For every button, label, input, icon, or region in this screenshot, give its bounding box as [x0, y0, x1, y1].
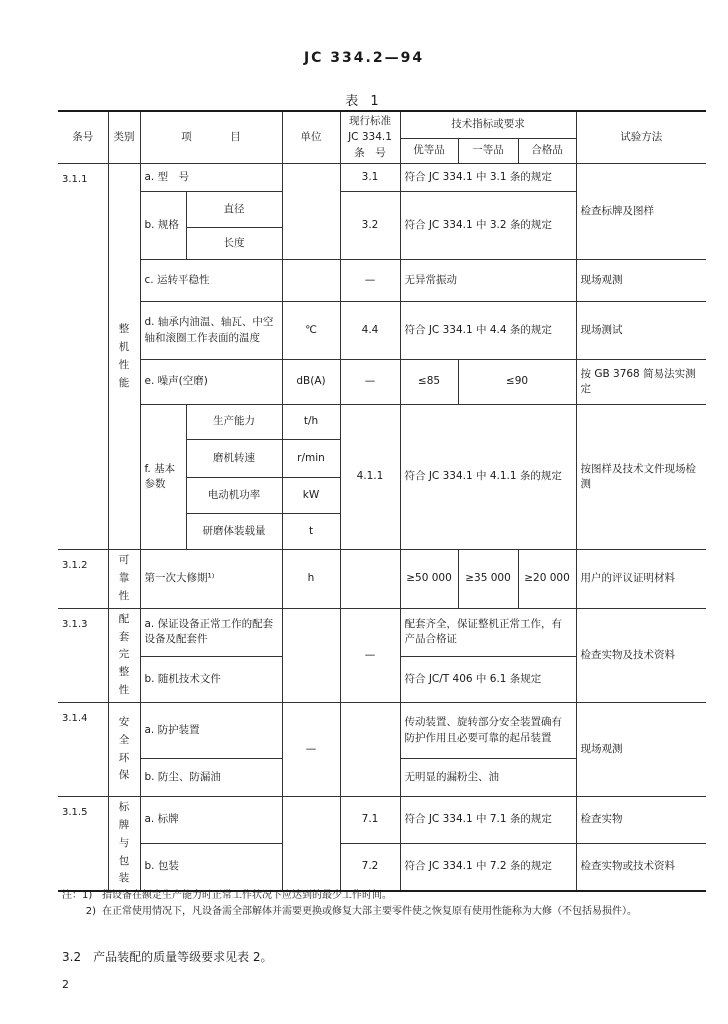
unit-cell: dB(A): [282, 360, 340, 405]
requirement-cell: 无异常振动: [400, 260, 576, 302]
category-cell: [108, 550, 140, 609]
subitem-cell: 长度: [186, 228, 282, 260]
standard-cell: 7.2: [340, 844, 400, 891]
subitem-cell: 磨机转速: [186, 440, 282, 478]
category-cell: [108, 608, 140, 702]
table-row: [58, 608, 706, 656]
subitem-cell: 直径: [186, 192, 282, 228]
unit-cell: t: [282, 514, 340, 550]
header-grade-excellent: 优等品: [400, 138, 458, 163]
method-cell: 按 GB 3768 简易法实测定: [576, 360, 706, 405]
header-standard-line3: 条 号: [354, 146, 386, 159]
clause-number: 3.1.5: [58, 797, 108, 892]
header-category: 类别: [108, 111, 140, 164]
note-2: [62, 904, 712, 920]
item-cell: c. 运转平稳性: [140, 260, 282, 302]
header-standard-line1: 现行标准: [349, 115, 391, 127]
table-notes: [62, 888, 712, 920]
clause-number: 3.1.4: [58, 703, 108, 797]
method-cell: 现场测试: [576, 302, 706, 360]
requirement-cell: 符合 JC 334.1 中 4.1.1 条的规定: [400, 405, 576, 550]
page-number: 2: [62, 978, 69, 991]
unit-cell: t/h: [282, 405, 340, 440]
requirement-other: ≤90: [458, 360, 576, 405]
item-cell: f. 基本参数: [140, 405, 186, 550]
item-cell: b. 防尘、防漏油: [140, 759, 282, 797]
note-1-text: 指设备在额定生产能力时正常工作状况下应达到的最少工作时间。: [102, 890, 392, 901]
table-row: [58, 844, 706, 891]
subitem-cell: 电动机功率: [186, 478, 282, 514]
requirement-qualified: ≥20 000: [518, 550, 576, 609]
method-cell: 现场观测: [576, 260, 706, 302]
requirement-cell: 配套齐全，保证整机正常工作，有产品合格证: [400, 608, 576, 656]
unit-cell: h: [282, 550, 340, 609]
spec-table: [58, 110, 706, 892]
table-row: [58, 360, 706, 405]
category-label: 可靠性: [118, 554, 130, 602]
table-header-row: [58, 111, 706, 138]
table-row: [58, 164, 706, 192]
clause-3-2: 3.2 产品装配的质量等级要求见表 2。: [62, 950, 273, 964]
standard-cell: 4.1.1: [340, 405, 400, 550]
category-cell: [108, 164, 140, 550]
subitem-cell: 生产能力: [186, 405, 282, 440]
header-unit: 单位: [282, 111, 340, 164]
item-cell: a. 保证设备正常工作的配套设备及配套件: [140, 608, 282, 656]
method-cell: 检查实物: [576, 797, 706, 844]
table-row: [58, 550, 706, 609]
category-label: 安全环保: [118, 715, 130, 782]
item-cell: e. 噪声(空磨): [140, 360, 282, 405]
unit-cell: [282, 164, 340, 260]
standard-cell: 3.1: [340, 164, 400, 192]
standard-cell: —: [340, 360, 400, 405]
table-row: [58, 302, 706, 360]
header-grade-first: 一等品: [458, 138, 518, 163]
standard-cell: 7.1: [340, 797, 400, 844]
standard-cell: 4.4: [340, 302, 400, 360]
item-cell: b. 规格: [140, 192, 186, 260]
note-2-prefix: 2): [85, 906, 96, 917]
requirement-cell: 传动装置、旋转部分安全装置确有防护作用且必要可靠的起吊装置: [400, 703, 576, 759]
header-grade-qualified: 合格品: [518, 138, 576, 163]
standard-cell: 3.2: [340, 192, 400, 260]
category-cell: [108, 797, 140, 892]
header-tech-requirements: 技术指标或要求: [400, 111, 576, 138]
requirement-first: ≥35 000: [458, 550, 518, 609]
standard-cell: [340, 703, 400, 797]
header-clause: 条号: [58, 111, 108, 164]
note-1: [62, 888, 712, 904]
item-cell: a. 型 号: [140, 164, 282, 192]
subitem-cell: 研磨体装载量: [186, 514, 282, 550]
standard-cell: —: [340, 260, 400, 302]
note-2-text: 在正常使用情况下，凡设备需全部解体并需要更换或修复大部主要零件使之恢复原有使用性能称为大修（不包括易损件）。: [102, 906, 637, 917]
unit-cell: ℃: [282, 302, 340, 360]
clause-number: 3.1.1: [58, 164, 108, 550]
requirement-cell: 符合 JC 334.1 中 3.2 条的规定: [400, 192, 576, 260]
document-header: JC 334.2—94: [303, 50, 425, 66]
header-standard: [340, 111, 400, 164]
method-cell: 检查标牌及图样: [576, 164, 706, 260]
table-row: [58, 797, 706, 844]
unit-cell: [282, 260, 340, 302]
item-cell: a. 防护装置: [140, 703, 282, 759]
item-cell: b. 包装: [140, 844, 282, 891]
category-label: 配套完整性: [118, 612, 130, 697]
requirement-excellent: ≥50 000: [400, 550, 458, 609]
unit-cell: —: [282, 703, 340, 797]
method-cell: 按图样及技术文件现场检测: [576, 405, 706, 550]
item-cell: a. 标牌: [140, 797, 282, 844]
requirement-cell: 符合 JC 334.1 中 4.4 条的规定: [400, 302, 576, 360]
clause-number: 3.1.3: [58, 608, 108, 702]
unit-cell: [282, 608, 340, 702]
clause-number: 3.1.2: [58, 550, 108, 609]
requirement-cell: 符合 JC/T 406 中 6.1 条规定: [400, 656, 576, 702]
item-cell: 第一次大修期¹⁾: [140, 550, 282, 609]
requirement-cell: 符合 JC 334.1 中 7.2 条的规定: [400, 844, 576, 891]
standard-cell: —: [340, 608, 400, 702]
requirement-cell: 无明显的漏粉尘、油: [400, 759, 576, 797]
unit-cell: r/min: [282, 440, 340, 478]
requirement-excellent: ≤85: [400, 360, 458, 405]
category-label: 整机性能: [118, 323, 130, 389]
table-row: [58, 260, 706, 302]
unit-cell: kW: [282, 478, 340, 514]
requirement-cell: 符合 JC 334.1 中 3.1 条的规定: [400, 164, 576, 192]
header-standard-line2: JC 334.1: [348, 130, 392, 143]
unit-cell: [282, 797, 340, 892]
item-cell: d. 轴承内油温、轴瓦、中空轴和滚圈工作表面的温度: [140, 302, 282, 360]
method-cell: 现场观测: [576, 703, 706, 797]
header-item: 项 目: [140, 111, 282, 164]
table-row: [58, 703, 706, 759]
category-cell: [108, 703, 140, 797]
note-1-prefix: 注：1): [62, 890, 93, 901]
table-title: 表 1: [345, 94, 383, 109]
item-cell: b. 随机技术文件: [140, 656, 282, 702]
table-row: [58, 405, 706, 440]
method-cell: 用户的评议证明材料: [576, 550, 706, 609]
method-cell: 检查实物及技术资料: [576, 608, 706, 702]
standard-cell: [340, 550, 400, 609]
category-label: 标牌与包装: [118, 801, 130, 885]
method-cell: 检查实物或技术资料: [576, 844, 706, 891]
requirement-cell: 符合 JC 334.1 中 7.1 条的规定: [400, 797, 576, 844]
header-test-method: 试验方法: [576, 111, 706, 164]
